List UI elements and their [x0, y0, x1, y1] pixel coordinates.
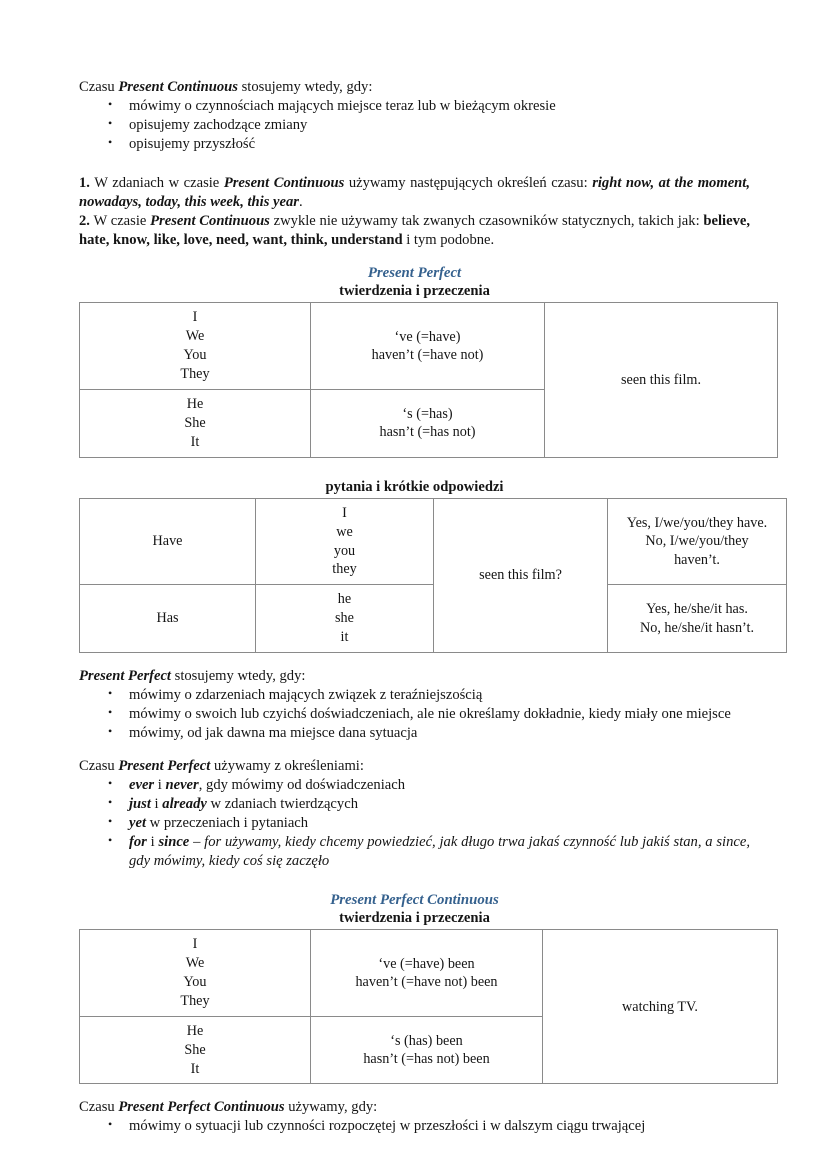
present-perfect-markers-list — [79, 776, 750, 871]
auxiliary-affirmative: ‘ve (=have) been — [378, 955, 475, 972]
subject: You — [183, 974, 207, 991]
auxiliary-affirmative: ‘s (has) been — [390, 1032, 463, 1049]
note-tense-name: Present Continuous — [223, 174, 345, 191]
subject: she — [335, 610, 354, 627]
auxiliary-cell-plural — [311, 930, 543, 1017]
intro-tense-name: Present Continuous — [118, 79, 238, 95]
marker-keyword: already — [162, 795, 207, 812]
subject: you — [333, 542, 356, 559]
subject: we — [336, 523, 353, 540]
subject-cell-singular — [256, 585, 434, 653]
marker-keyword: just — [129, 795, 151, 812]
note-text-c: i tym podobne. — [402, 231, 495, 248]
spacer — [79, 743, 750, 757]
table-caption-affirmative-negative: twierdzenia i przeczenia — [339, 910, 490, 927]
note-number: 2. — [79, 212, 90, 229]
auxiliary-cell-plural — [311, 303, 545, 390]
marker-description: , gdy mówimy od doświadczeniach — [198, 776, 406, 793]
table-row — [80, 930, 778, 1017]
table-row — [80, 498, 787, 585]
marker-conjunction: i — [146, 833, 159, 850]
subject-cell-plural — [256, 498, 434, 585]
subject: he — [337, 591, 352, 608]
list-item: • mówimy o czynnościach mających miejsce teraz lub w bieżącym okresie — [79, 97, 750, 116]
subject: He — [186, 1022, 204, 1039]
list-item — [79, 795, 750, 814]
subject: She — [184, 1041, 206, 1058]
table-caption-affirmative-negative: twierdzenia i przeczenia — [339, 283, 490, 300]
list-item: • mówimy o sytuacji lub czynności rozpoczętej w przeszłości i w dalszym ciągu trwającej — [79, 1117, 750, 1136]
note-text-b: używamy następujących określeń czasu: — [344, 174, 593, 191]
subject: They — [180, 366, 210, 383]
subject: it — [340, 629, 349, 646]
short-answers-cell-singular — [608, 585, 787, 653]
present-perfect-usage-list — [79, 686, 750, 743]
auxiliary-affirmative: ‘s (=has) — [402, 405, 453, 422]
auxiliary-negative: hasn’t (=has not) been — [363, 1051, 490, 1068]
time-expressions: right now, at the moment, nowadays, today, this week, this year — [79, 174, 750, 210]
marker-conjunction: i — [154, 776, 166, 793]
subject: She — [184, 414, 206, 431]
marker-conjunction: i — [150, 795, 163, 812]
auxiliary-negative: haven’t (=have not) been — [355, 974, 498, 991]
note-text-b: zwykle nie używamy tak zwanych czasowników statycznych, takich jak: — [269, 212, 704, 229]
list-item — [79, 814, 750, 833]
table-row — [80, 303, 778, 390]
auxiliary-cell-singular — [311, 389, 545, 457]
list-item: • mówimy, od jak dawna ma miejsce dana sytuacja — [79, 724, 750, 743]
present-perfect-heading: Present Perfect — [367, 264, 462, 281]
usage-intro-suffix: stosujemy wtedy, gdy: — [171, 667, 306, 684]
spacer — [79, 250, 750, 264]
note-tense-name: Present Continuous — [150, 212, 270, 229]
subject: I — [192, 936, 198, 953]
present-continuous-usage-list — [79, 97, 750, 154]
note-text-c: . — [299, 193, 303, 210]
subject: I — [192, 309, 198, 326]
marker-keyword: for — [129, 833, 147, 850]
marker-description: w przeczeniach i pytaniach — [146, 814, 309, 831]
usage-intro-prefix: Czasu — [79, 1099, 119, 1116]
subject-cell-plural — [80, 303, 311, 390]
answer-affirmative: Yes, he/she/it has. — [646, 601, 748, 618]
answer-negative-line2: haven’t. — [674, 551, 720, 568]
present-perfect-questions-table — [79, 498, 787, 653]
subject-cell-singular — [80, 1016, 311, 1084]
auxiliary-negative: haven’t (=have not) — [371, 347, 484, 364]
answer-negative-line1: No, I/we/you/they — [645, 533, 749, 550]
intro-prefix: Czasu — [79, 79, 119, 95]
note-number: 1. — [79, 174, 90, 191]
auxiliary-cell-plural: Have — [80, 498, 256, 585]
auxiliary-affirmative: ‘ve (=have) — [394, 328, 461, 345]
answer-affirmative: Yes, I/we/you/they have. — [626, 514, 768, 531]
marker-description: w zdaniach twierdzących — [206, 795, 358, 812]
present-perfect-continuous-usage-list — [79, 1117, 750, 1136]
subject: It — [190, 1060, 200, 1077]
present-continuous-note-1 — [79, 174, 750, 212]
list-item — [79, 833, 750, 871]
present-perfect-continuous-usage-intro — [79, 1098, 750, 1117]
marker-keyword: yet — [129, 814, 147, 831]
present-perfect-statements-table — [79, 302, 778, 457]
usage-intro-tense: Present Perfect — [79, 667, 171, 684]
present-perfect-continuous-statements-table — [79, 929, 778, 1084]
auxiliary-cell-singular: Has — [80, 585, 256, 653]
note-text-a: W czasie — [89, 212, 151, 229]
subject: We — [185, 328, 205, 345]
predicate-cell: seen this film. — [545, 303, 778, 457]
marker-keyword: ever — [129, 776, 155, 793]
present-perfect-continuous-heading: Present Perfect Continuous — [330, 891, 499, 908]
subject: they — [332, 561, 357, 578]
subject-cell-plural — [80, 930, 311, 1017]
present-continuous-intro — [79, 78, 750, 97]
spacer — [79, 653, 750, 667]
list-item: • opisujemy zachodzące zmiany — [79, 116, 750, 135]
marker-description: – for używamy, kiedy chcemy powiedzieć, jak długo trwa jakaś czynność lub jakiś stan, a since, gdy mówimy, kiedy coś się zaczęło — [129, 833, 751, 869]
usage-intro-suffix: używamy, gdy: — [284, 1099, 378, 1116]
present-perfect-usage-intro — [79, 667, 750, 686]
present-perfect-markers-intro — [79, 757, 750, 776]
subject: It — [190, 433, 200, 450]
list-item: • mówimy o zdarzeniach mających związek z teraźniejszością — [79, 686, 750, 705]
list-item — [79, 776, 750, 795]
subject-cell-singular — [80, 389, 311, 457]
auxiliary-negative: hasn’t (=has not) — [379, 424, 476, 441]
stative-verbs: believe, hate, know, like, love, need, want, think, understand — [79, 212, 750, 248]
subject: He — [186, 395, 204, 412]
intro-suffix: stosujemy wtedy, gdy: — [237, 79, 373, 95]
predicate-cell: watching TV. — [543, 930, 778, 1084]
usage-intro-tense: Present Perfect Continuous — [118, 1099, 285, 1116]
list-item: • mówimy o swoich lub czyichś doświadczeniach, ale nie określamy dokładnie, kiedy miały one miejsce — [79, 705, 750, 724]
auxiliary-cell-singular — [311, 1016, 543, 1084]
markers-intro-prefix: Czasu — [79, 757, 119, 774]
short-answers-cell-plural — [608, 498, 787, 585]
spacer — [79, 154, 750, 174]
answer-negative: No, he/she/it hasn’t. — [639, 619, 754, 636]
subject: I — [342, 504, 347, 521]
marker-keyword: since — [158, 833, 190, 850]
table-caption-questions-answers: pytania i krótkie odpowiedzi — [325, 478, 504, 495]
subject: We — [185, 955, 205, 972]
question-predicate-cell: seen this film? — [434, 498, 608, 652]
list-item: • opisujemy przyszłość — [79, 135, 750, 154]
subject: You — [183, 347, 207, 364]
subject: They — [180, 992, 210, 1009]
spacer — [79, 1084, 750, 1098]
markers-intro-tense: Present Perfect — [118, 757, 211, 774]
note-text-a: W zdaniach w czasie — [89, 174, 224, 191]
spacer — [79, 871, 750, 891]
marker-keyword: never — [165, 776, 199, 793]
table-row — [80, 585, 787, 653]
document-content — [79, 78, 768, 1136]
markers-intro-suffix: używamy z określeniami: — [210, 757, 364, 774]
present-continuous-note-2 — [79, 212, 750, 250]
spacer — [79, 458, 750, 478]
